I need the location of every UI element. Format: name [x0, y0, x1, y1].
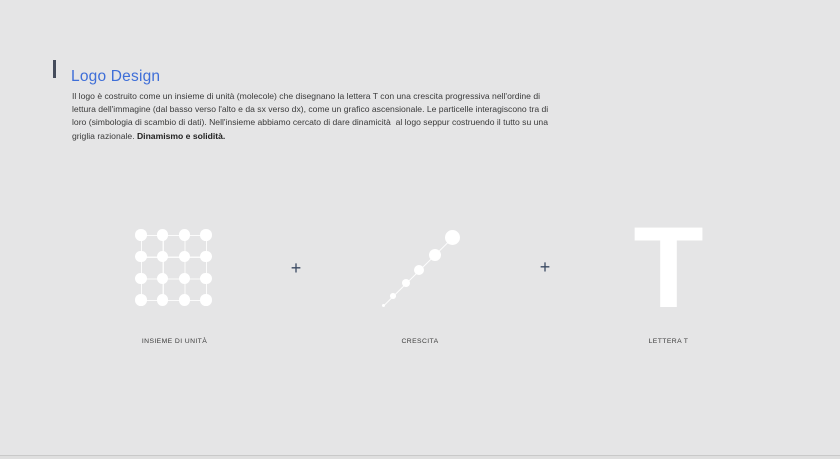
- molecule-dot: [157, 294, 169, 306]
- molecule-dot: [414, 265, 424, 275]
- molecule-dot: [135, 273, 147, 285]
- letter-t-glyph: T: [633, 204, 704, 332]
- growth-diagram: [375, 229, 461, 313]
- molecule-dot: [445, 230, 460, 245]
- plus-icon: +: [290, 257, 302, 278]
- body-line: Il logo è costruito come un insieme di unità (molecole) che disegnano la lettera T con una crescita progressiva nell'ordine di: [72, 91, 541, 101]
- molecule-dot: [200, 229, 212, 241]
- molecule-dot: [135, 229, 147, 241]
- molecule-dot: [402, 279, 410, 287]
- molecule-dot: [382, 304, 385, 307]
- molecule-dot: [390, 293, 396, 299]
- molecule-dot: [200, 251, 212, 263]
- molecule-dot: [200, 273, 212, 285]
- molecule-dot: [135, 251, 147, 263]
- molecule-dot: [135, 294, 147, 306]
- molecule-dot: [429, 249, 441, 261]
- letter-t-label: LETTERA T: [648, 338, 689, 345]
- unit-grid-diagram: [135, 229, 213, 307]
- unit-grid-label: INSIEME DI UNITÀ: [141, 338, 208, 345]
- molecule-dot: [200, 294, 212, 306]
- page-title: Logo Design: [71, 68, 161, 86]
- title-accent-bar: [53, 60, 56, 78]
- body-line: griglia razionale. Dinamismo e solidità.: [72, 130, 226, 141]
- molecule-dot: [179, 294, 191, 306]
- grid-connector-lines: [141, 235, 207, 301]
- molecule-dot: [179, 273, 191, 285]
- plus-icon: +: [539, 256, 551, 277]
- molecule-dot: [179, 229, 191, 241]
- growth-label: CRESCITA: [401, 338, 439, 345]
- body-line: loro (simbologia di scambio di dati). Nell'insieme abbiamo cercato di dare dinamicità al logo seppur costruendo il tutto su una: [72, 117, 548, 128]
- body-line: lettura dell'immagine (dal basso verso l'alto e da sx verso dx), come un grafico ascensionale. Le particelle interagiscono tra di: [72, 104, 549, 115]
- molecule-dot: [157, 229, 169, 241]
- footer-strip: [0, 455, 840, 459]
- body-paragraph: [72, 90, 548, 143]
